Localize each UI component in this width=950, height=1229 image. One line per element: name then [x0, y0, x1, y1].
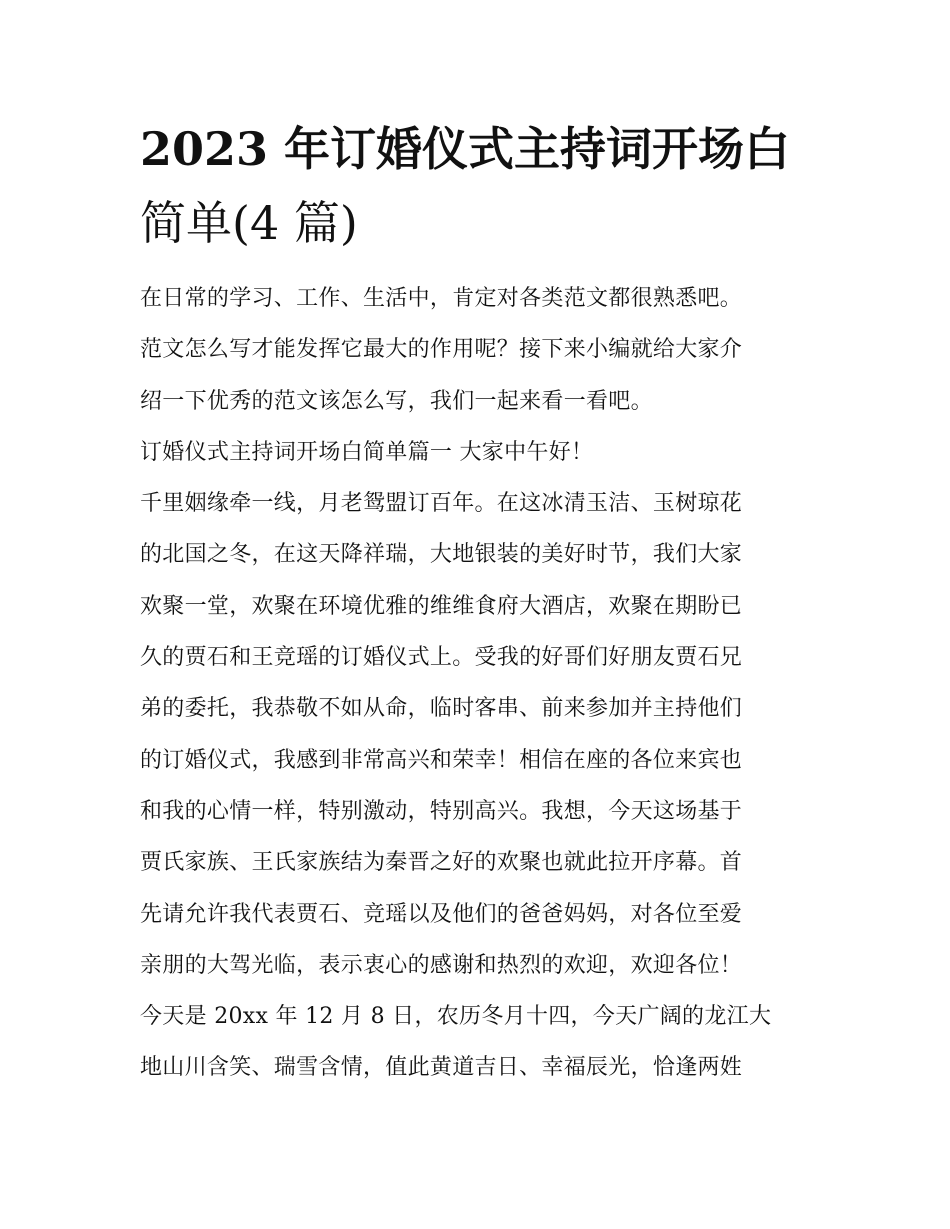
body-line: 欢聚一堂，欢聚在环境优雅的维维食府大酒店，欢聚在期盼已: [140, 593, 743, 619]
title-line-2: 简单(4 篇): [140, 196, 358, 250]
body-line: 久的贾石和王竞瑶的订婚仪式上。受我的好哥们好朋友贾石兄: [140, 645, 743, 671]
body-line: 弟的委托，我恭敬不如从命，临时客串、前来参加并主持他们: [140, 696, 743, 722]
body-line: 先请允许我代表贾石、竞瑶以及他们的爸爸妈妈，对各位至爱: [140, 901, 743, 927]
body-line: 的北国之冬，在这天降祥瑞，大地银装的美好时节，我们大家: [140, 542, 743, 568]
title-line-1: 2023 年订婚仪式主持词开场白: [140, 122, 791, 176]
body-line: 的订婚仪式，我感到非常高兴和荣幸！相信在座的各位来宾也: [140, 747, 743, 773]
body-line: 和我的心情一样，特别激动，特别高兴。我想，今天这场基于: [140, 798, 743, 824]
body-line: 今天是 20xx 年 12 月 8 日，农历冬月十四，今天广阔的龙江大: [140, 1004, 772, 1030]
body-line: 亲朋的大驾光临，表示衷心的感谢和热烈的欢迎，欢迎各位！: [140, 952, 743, 978]
section-heading: 订婚仪式主持词开场白简单篇一 大家中午好！: [140, 439, 594, 465]
document-title: [140, 112, 830, 260]
body-line: 在日常的学习、工作、生活中，肯定对各类范文都很熟悉吧。: [140, 286, 743, 311]
body-line: 范文怎么写才能发挥它最大的作用呢？接下来小编就给大家介: [140, 337, 743, 363]
document-body: [140, 273, 820, 1094]
body-line: 贾氏家族、王氏家族结为秦晋之好的欢聚也就此拉开序幕。首: [140, 850, 743, 876]
body-line: 绍一下优秀的范文该怎么写，我们一起来看一看吧。: [140, 388, 653, 414]
body-line: 地山川含笑、瑞雪含情，值此黄道吉日、幸福辰光，恰逢两姓: [140, 1055, 743, 1081]
body-line: 千里姻缘牵一线，月老鸳盟订百年。在这冰清玉洁、玉树琼花: [140, 491, 743, 517]
